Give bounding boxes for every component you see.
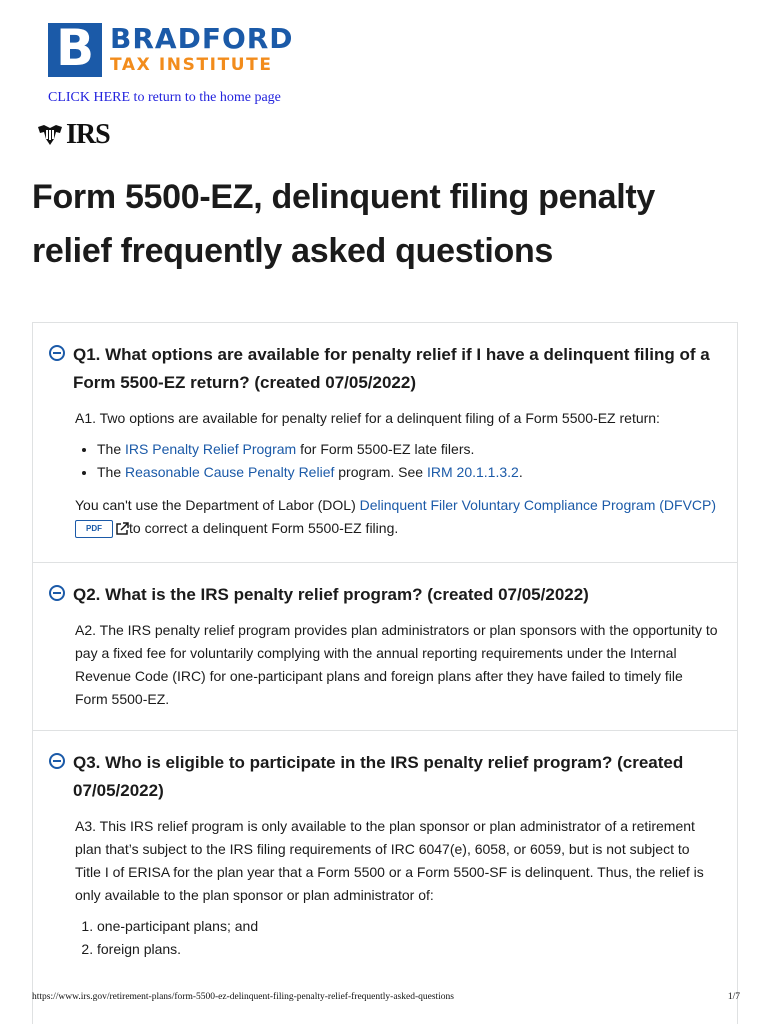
irs-logo (36, 120, 110, 150)
faq-answer-1 (49, 407, 719, 540)
text: You can't use the Department of Labor (DOL) (75, 497, 360, 513)
answer-intro: A1. Two options are available for penalty relief for a delinquent filing of a Form 5500-EZ return: (75, 410, 660, 426)
irs-eagle-icon (36, 121, 64, 149)
pdf-badge: PDF (75, 520, 113, 538)
answer-numbered-list (75, 915, 719, 961)
list-item (97, 461, 719, 484)
faq-item-1 (33, 323, 737, 563)
bradford-logo-mark: B (48, 23, 102, 77)
external-link-icon (115, 522, 129, 536)
list-item: 1. one-participant plans; and (97, 915, 719, 938)
footer-url: https://www.irs.gov/retirement-plans/form-5500-ez-delinquent-filing-penalty-relief-frequently-asked-questions (32, 992, 455, 1002)
irs-logo-text: IRS (66, 119, 110, 150)
faq-item-2 (33, 563, 737, 731)
text: program. See (334, 464, 427, 480)
irm-link[interactable]: IRM 20.1.1.3.2 (426, 464, 519, 480)
collapse-icon[interactable] (49, 585, 65, 601)
collapse-icon[interactable] (49, 345, 65, 361)
bradford-logo (48, 19, 294, 78)
page-title: Form 5500-EZ, delinquent filing penalty relief frequently asked questions (32, 178, 656, 270)
irs-penalty-relief-program-link[interactable]: IRS Penalty Relief Program (125, 441, 297, 457)
reasonable-cause-link[interactable]: Reasonable Cause Penalty Relief (125, 464, 335, 480)
text: . (518, 464, 523, 480)
answer-text: A3. This IRS relief program is only available to the plan sponsor or plan administrator of a retirement plan that’s subject to the IRS filing requirements of IRC 6047(e), 6058, or 6059, but is not subject to Title I of ERISA for the plan year that a Form 5500 or a Form 5500-SF is delinquent. Thus, the relief is only available to the plan sponsor or plan administrator of: (75, 818, 704, 903)
text: The (97, 464, 126, 480)
text: for Form 5500-EZ late filers. (296, 441, 475, 457)
faq-answer-3 (49, 815, 719, 961)
faq-accordion (32, 322, 738, 1024)
answer-note (75, 494, 719, 540)
question-text: Q3. Who is eligible to participate in the IRS penalty relief program? (created 07/05/2022) (73, 753, 684, 800)
text: The (97, 441, 126, 457)
footer-page-number: 1/7 (727, 992, 740, 1002)
home-page-link[interactable]: CLICK HERE to return to the home page (48, 90, 281, 105)
faq-question-1[interactable] (49, 341, 719, 397)
dfvcp-link[interactable]: Delinquent Filer Voluntary Compliance Program (DFVCP) (359, 497, 717, 513)
answer-bullet-list (75, 438, 719, 484)
list-item: 2. foreign plans. (97, 938, 719, 961)
faq-question-3[interactable] (49, 749, 719, 805)
logo-line1: BRADFORD (110, 22, 294, 55)
faq-answer-2 (49, 619, 719, 711)
logo-line2: TAX INSTITUTE (110, 55, 273, 75)
bradford-logo-text (110, 22, 294, 75)
faq-question-2[interactable] (49, 581, 719, 609)
question-text: Q1. What options are available for penalty relief if I have a delinquent filing of a Form 5500-EZ return? (created 07/05/2022) (73, 345, 710, 392)
answer-text: A2. The IRS penalty relief program provides plan administrators or plan sponsors with the opportunity to pay a fixed fee for voluntarily complying with the annual reporting requirements under the Internal Revenue Code (IRC) for one-participant plans and foreign plans after they have failed to timely file Form 5500-EZ. (75, 622, 718, 707)
list-item (97, 438, 719, 461)
text: to correct a delinquent Form 5500-EZ filing. (129, 520, 399, 536)
question-text: Q2. What is the IRS penalty relief program? (created 07/05/2022) (73, 585, 589, 604)
faq-item-3 (33, 731, 737, 1031)
collapse-icon[interactable] (49, 753, 65, 769)
